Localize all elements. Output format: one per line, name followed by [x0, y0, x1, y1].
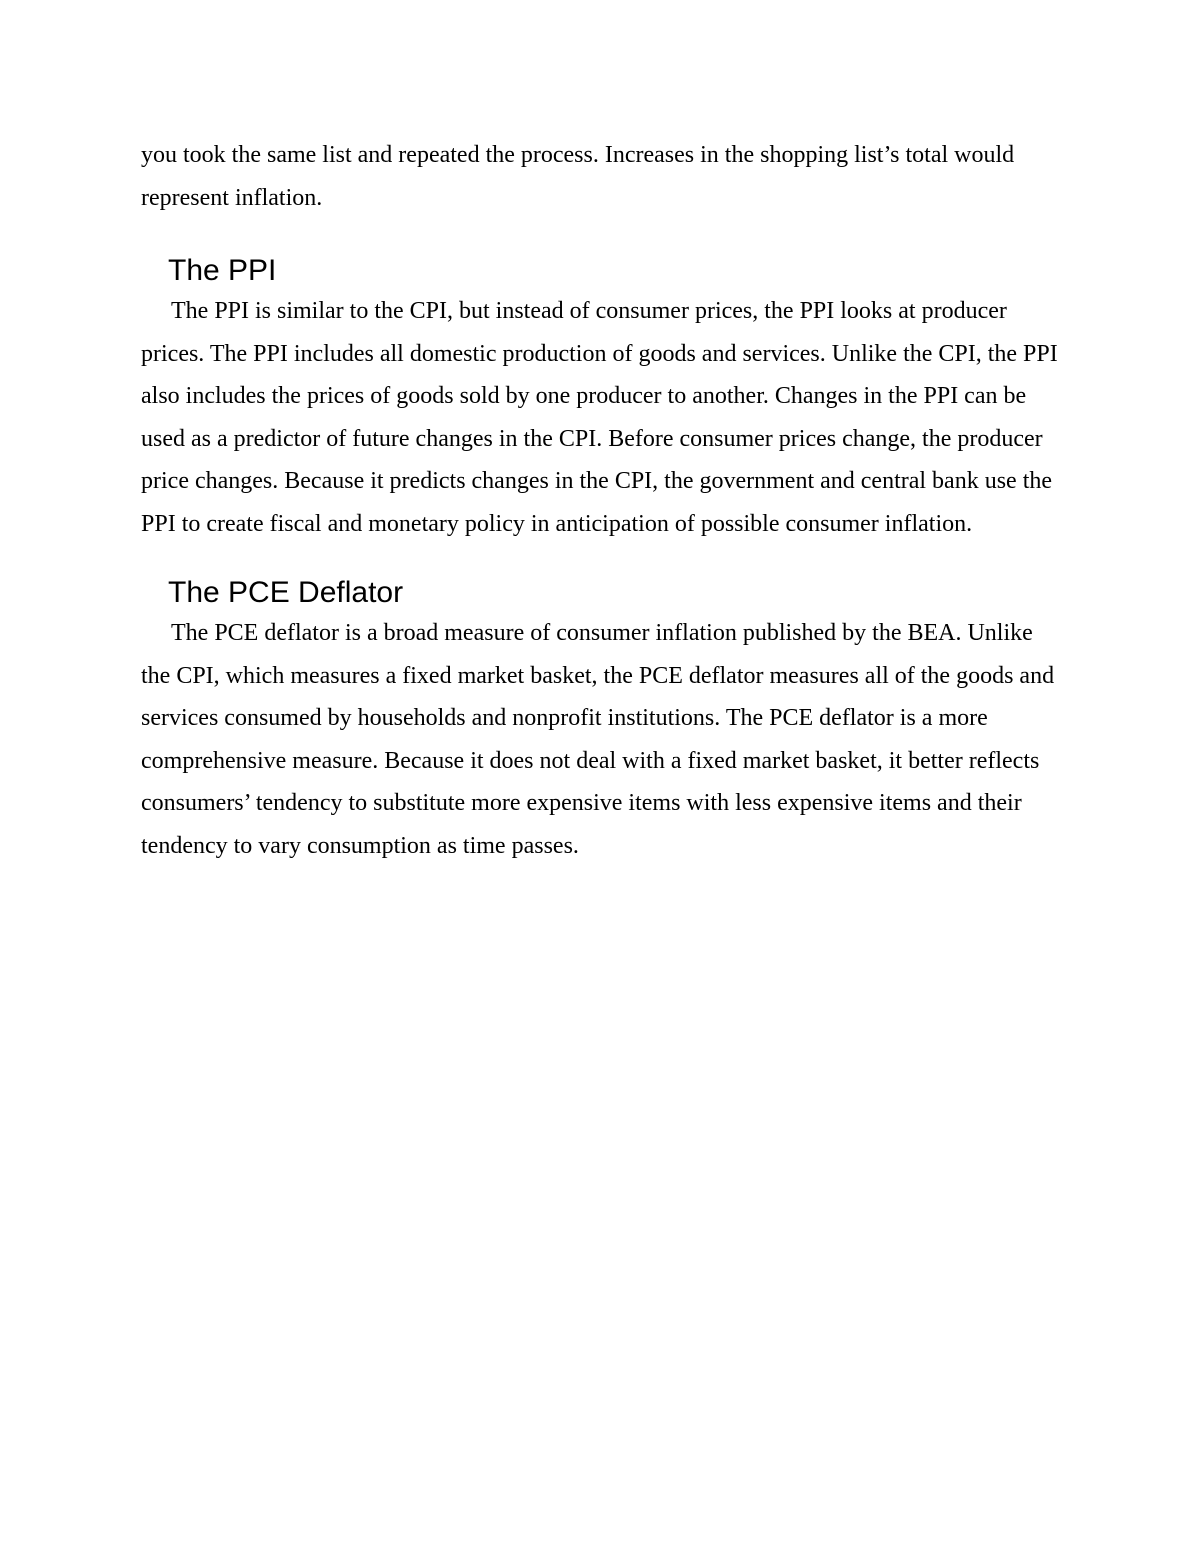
document-body — [141, 134, 1061, 867]
section-heading-pce-deflator: The PCE Deflator — [168, 576, 404, 609]
section-body-ppi: The PPI is similar to the CPI, but instead of consumer prices, the PPI looks at producer prices. The PPI includes all domestic production of goods and services. Unlike the CPI, the PPI also includes the prices of goods sold by one producer to another. Changes in the PPI can be used as a predictor of future changes in the CPI. Before consumer prices change, the producer price changes. Because it predicts changes in the CPI, the government and central bank use the PPI to create fiscal and monetary policy in anticipation of possible consumer inflation. — [141, 298, 1058, 537]
section-body-pce-deflator: The PCE deflator is a broad measure of consumer inflation published by the BEA. Unlike the CPI, which measures a fixed market basket, the PCE deflator measures all of the goods and services consumed by households and nonprofit institutions. The PCE deflator is a more comprehensive measure. Because it does not deal with a fixed market basket, it better reflects consumers’ tendency to substitute more expensive items with less expensive items and their tendency to vary consumption as time passes. — [141, 620, 1055, 859]
section-heading-ppi: The PPI — [168, 254, 277, 287]
intro-paragraph: you took the same list and repeated the process. Increases in the shopping list’s total would represent inflation. — [141, 142, 1015, 211]
